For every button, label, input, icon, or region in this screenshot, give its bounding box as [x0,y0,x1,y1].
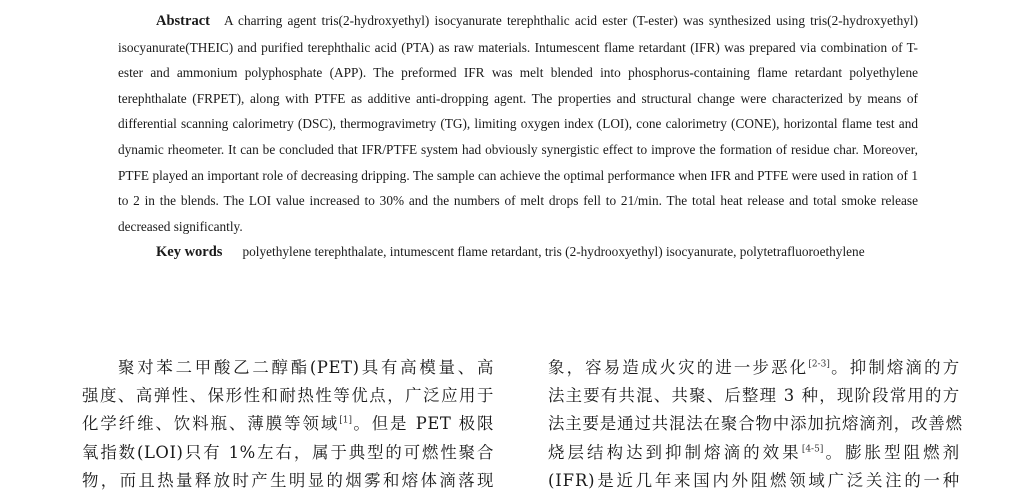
keywords-label: Key words [156,244,223,261]
abstract-label: Abstract [156,13,210,29]
body-line: (IFR)是近几年来国内外阻燃领域广泛关注的一种 [548,470,960,490]
keywords-paragraph [118,239,918,266]
keywords-text: polyethylene terephthalate, intumescent flame retardant, tris (2-hydrooxyethyl) isocyanurate, polytetrafluoroethylene [242,244,865,260]
body-line: 聚对苯二甲酸乙二醇酯(PET)具有高模量、高 [118,358,494,377]
body-line-text: 。膨胀型阻燃剂 [823,442,960,462]
body-line [548,439,960,467]
abstract-section [118,8,918,266]
body-line: 物，而且热量释放时产生明显的烟雾和熔体滴落现 [82,470,494,490]
body-line-text: 象，容易造成火灾的进一步恶化 [548,358,809,377]
body-line: 法主要是通过共混法在聚合物中添加抗熔滴剂，改善燃 [548,414,963,434]
body-line: 氧指数(LOI)只有 1%左右，属于典型的可燃性聚合 [82,442,494,462]
abstract-paragraph [118,8,918,239]
body-line-text: 。但是 PET 极限 [352,414,494,434]
body-column-left [82,354,494,495]
citation-ref: [4-5] [801,444,824,455]
body-line [548,354,960,382]
body-line: 强度、高弹性、保形性和耐热性等优点，广泛应用于 [82,386,494,406]
body-line: 法主要有共混、共聚、后整理 3 种，现阶段常用的方 [548,386,960,406]
body-column-right [548,354,963,495]
citation-ref: [2-3] [808,359,830,370]
body-line-text: 。抑制熔滴的方 [829,358,960,377]
body-line-text: 化学纤维、饮料瓶、薄膜等领域 [82,414,340,434]
body-line [82,410,494,438]
citation-ref: [1] [339,415,352,426]
body-line-text: 烧层结构达到抑制熔滴的效果 [548,442,802,462]
abstract-text: A charring agent tris(2-hydroxyethyl) isocyanurate terephthalic acid ester (T-ester) was synthesized using tris(2-hydroxyethyl) isocyanurate(THEIC) and purified terephthalic acid (PTA) as raw materials. Intumescent flame retardant (IFR) was prepared via combination of T-ester and ammonium polyphosphate (APP). The preformed IFR was melt blended into phosphorus-containing flame retardant polyethylene terephthalate (FRPET), along with PTFE as additive anti-dropping agent. The properties and structural change were characterized by means of differential scanning calorimetry (DSC), thermogravimetry (TG), limiting oxygen index (LOI), cone calorimetry (CONE), horizontal flame test and dynamic rheometer. It can be concluded that IFR/PTFE system had obviously synergistic effect to improve the formation of residue char. Moreover, PTFE played an important role of decreasing dripping. The sample can achieve the optimal performance when IFR and PTFE were used in ration of 1 to 2 in the blends. The LOI value increased to 30% and the numbers of melt drops fell to 21/min. The total heat release and total smoke release decreased significantly. [118,13,918,234]
